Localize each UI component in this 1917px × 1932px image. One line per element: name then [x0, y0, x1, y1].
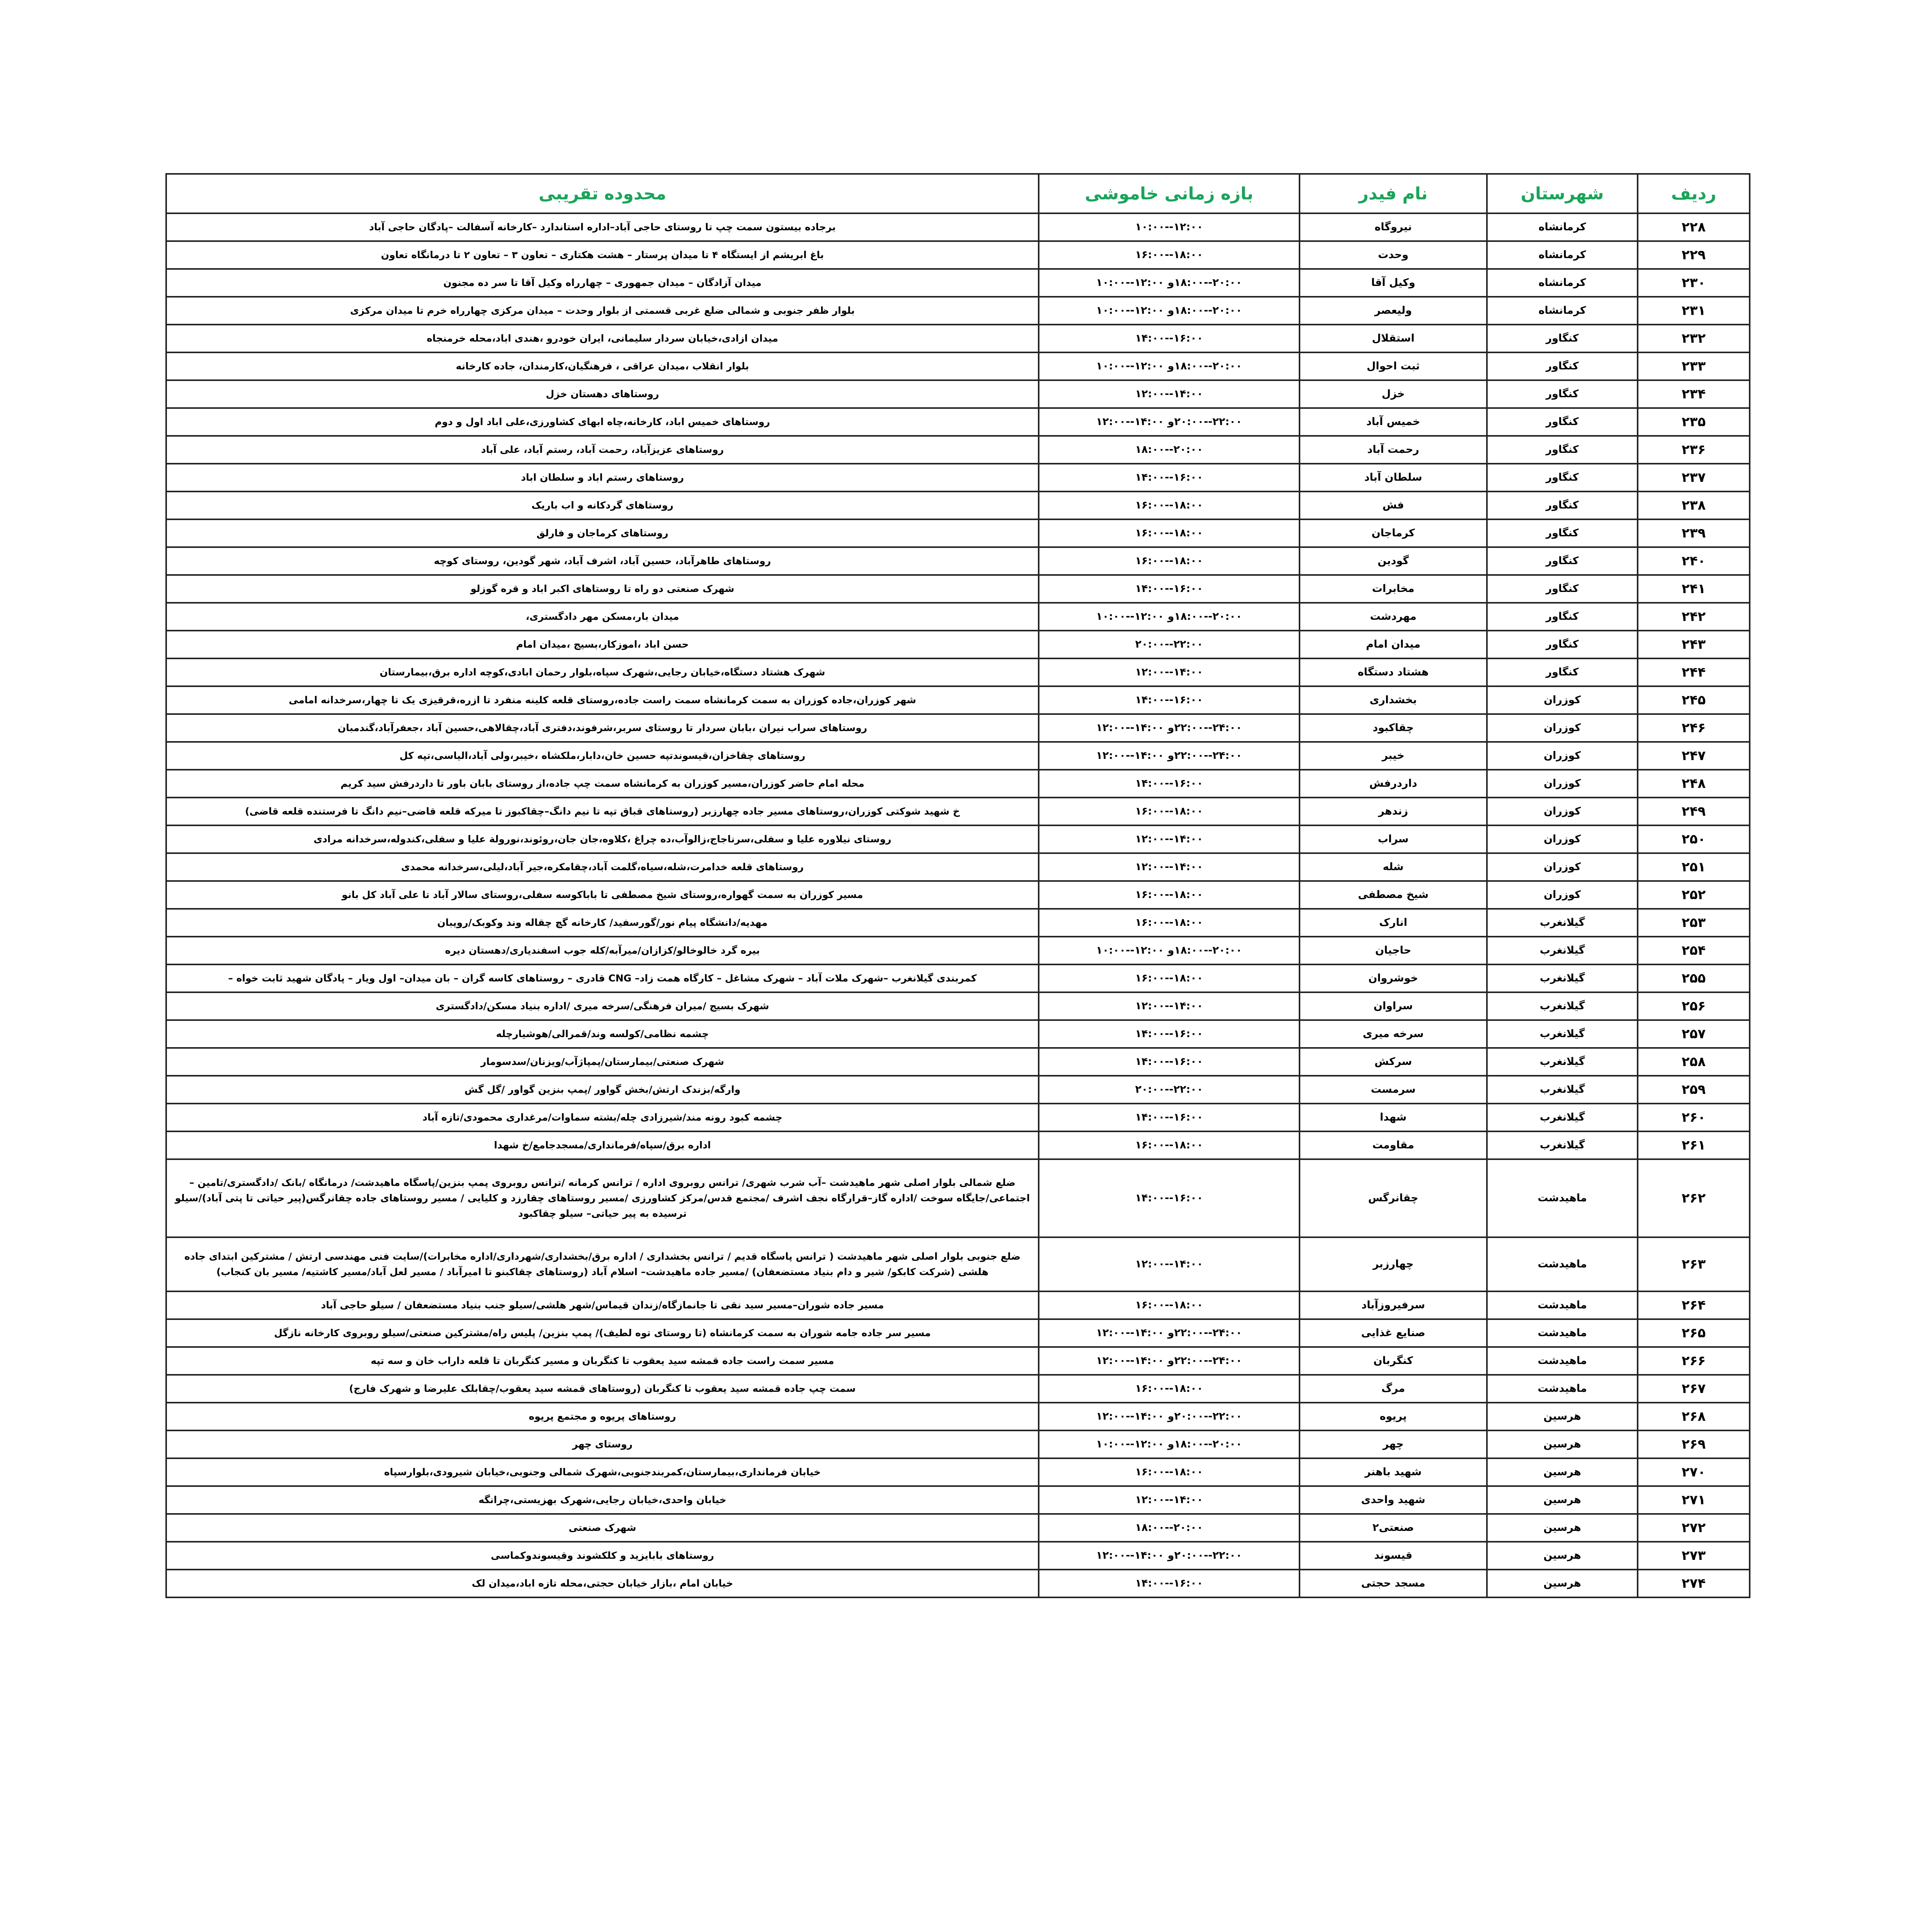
row-number-cell: ۲۴۲ — [1638, 603, 1750, 631]
row-number-cell: ۲۶۸ — [1638, 1403, 1750, 1430]
area-cell: روستای نیلاوره علیا و سفلی،سرناجاج،زالوآب،ده چراغ ،کلاوه،جان جان،روئوند،نورولة علیا و سفلی،کندوله،سرخدانه مرادی — [166, 825, 1039, 853]
feeder-cell: شهید باهنر — [1300, 1458, 1487, 1486]
area-cell: شهرک هشتاد دستگاه،خیابان رجایی،شهرک سپاه،بلوار رحمان ابادی،کوچه اداره برق،بیمارستان — [166, 658, 1039, 686]
row-number-cell: ۲۴۱ — [1638, 575, 1750, 603]
area-cell: شهرک صنعتی — [166, 1514, 1039, 1542]
area-cell: بلوار انقلاب ،میدان عراقی ، فرهنگیان،کارمندان، جاده کارخانه — [166, 352, 1039, 380]
outage-table — [165, 173, 1750, 1598]
feeder-cell: مقاومت — [1300, 1131, 1487, 1159]
county-cell: کوزران — [1487, 798, 1638, 825]
county-cell: گیلانغرب — [1487, 992, 1638, 1020]
row-number-cell: ۲۶۹ — [1638, 1430, 1750, 1458]
row-number-cell: ۲۵۳ — [1638, 909, 1750, 937]
county-cell: هرسین — [1487, 1570, 1638, 1597]
county-cell: ماهیدشت — [1487, 1291, 1638, 1319]
header-feeder: نام فیدر — [1300, 174, 1487, 213]
feeder-cell: نیروگاه — [1300, 213, 1487, 241]
row-number-cell: ۲۳۶ — [1638, 436, 1750, 464]
row-number-cell: ۲۴۷ — [1638, 742, 1750, 770]
area-cell: چشمه نظامی/کولسه وند/قمرالی/هوشیارچله — [166, 1020, 1039, 1048]
county-cell: کرمانشاه — [1487, 297, 1638, 325]
county-cell: کوزران — [1487, 714, 1638, 742]
county-cell: کنگاور — [1487, 352, 1638, 380]
time-cell: ۱۸:۰۰--۱۶:۰۰ — [1039, 909, 1300, 937]
table-row — [166, 1430, 1750, 1458]
table-row — [166, 1542, 1750, 1570]
area-cell: بلوار ظفر جنوبی و شمالی ضلع غربی قسمتی از بلوار وحدت – میدان مرکزی چهارراه خرم تا میدان مرکزی — [166, 297, 1039, 325]
area-cell: محله امام حاضر کوزران،مسیر کوزران به کرمانشاه سمت چپ جاده،از روستای بابان باور تا داردرفش سید کریم — [166, 770, 1039, 798]
area-cell: شهرک صنعتی دو راه تا روستاهای اکبر اباد و قره گوزلو — [166, 575, 1039, 603]
time-cell: ۱۶:۰۰--۱۴:۰۰ — [1039, 575, 1300, 603]
area-cell: خیابان واحدی،خیابان رجایی،شهرک بهزیستی،چرانگه — [166, 1486, 1039, 1514]
table-row — [166, 1514, 1750, 1542]
county-cell: هرسین — [1487, 1403, 1638, 1430]
time-cell: ۱۸:۰۰--۱۶:۰۰ — [1039, 547, 1300, 575]
table-row — [166, 714, 1750, 742]
table-row — [166, 1131, 1750, 1159]
county-cell: کرمانشاه — [1487, 269, 1638, 297]
feeder-cell: سرفیروزآباد — [1300, 1291, 1487, 1319]
feeder-cell: پریوه — [1300, 1403, 1487, 1430]
area-cell: روستاهای طاهرآباد، حسین آباد، اشرف آباد، شهر گودین، روستای کوچه — [166, 547, 1039, 575]
row-number-cell: ۲۳۰ — [1638, 269, 1750, 297]
time-cell: ۲۲:۰۰--۲۰:۰۰و ۱۴:۰۰--۱۲:۰۰ — [1039, 1403, 1300, 1430]
time-cell: ۲۲:۰۰--۲۰:۰۰و ۱۴:۰۰--۱۲:۰۰ — [1039, 408, 1300, 436]
area-cell: مسیر جاده شوران–مسیر سید نقی تا جانمازگاه/زندان قیماس/شهر هلشی/سیلو جنب بنیاد مستضعفان / سیلو حاجی آباد — [166, 1291, 1039, 1319]
row-number-cell: ۲۳۸ — [1638, 492, 1750, 519]
row-number-cell: ۲۴۳ — [1638, 631, 1750, 658]
table-row — [166, 603, 1750, 631]
table-row — [166, 297, 1750, 325]
county-cell: کوزران — [1487, 881, 1638, 909]
table-row — [166, 380, 1750, 408]
table-row — [166, 1319, 1750, 1347]
area-cell: روستاهای دهستان خزل — [166, 380, 1039, 408]
table-row — [166, 1486, 1750, 1514]
county-cell: کنگاور — [1487, 658, 1638, 686]
time-cell: ۲۰:۰۰--۱۸:۰۰ — [1039, 1514, 1300, 1542]
county-cell: کوزران — [1487, 770, 1638, 798]
feeder-cell: چهر — [1300, 1430, 1487, 1458]
row-number-cell: ۲۴۹ — [1638, 798, 1750, 825]
table-row — [166, 798, 1750, 825]
time-cell: ۱۸:۰۰--۱۶:۰۰ — [1039, 1375, 1300, 1403]
feeder-cell: انارک — [1300, 909, 1487, 937]
feeder-cell: حاجیان — [1300, 937, 1487, 964]
area-cell: باغ ابریشم از ایستگاه ۴ تا میدان پرستار – هشت هکتاری – تعاون ۳ – تعاون ۲ تا درمانگاه تعاون — [166, 241, 1039, 269]
time-cell: ۱۸:۰۰--۱۶:۰۰ — [1039, 519, 1300, 547]
area-cell: روستاهای سراب نیران ،بابان سردار تا روستای سربر،شرفوند،دفتری آباد،چقالاهی،حسین آباد ،جعفرآباد،گندمبان — [166, 714, 1039, 742]
county-cell: کوزران — [1487, 742, 1638, 770]
time-cell: ۲۰:۰۰--۱۸:۰۰و ۱۲:۰۰--۱۰:۰۰ — [1039, 937, 1300, 964]
time-cell: ۱۴:۰۰--۱۲:۰۰ — [1039, 992, 1300, 1020]
time-cell: ۱۸:۰۰--۱۶:۰۰ — [1039, 798, 1300, 825]
feeder-cell: سراوان — [1300, 992, 1487, 1020]
row-number-cell: ۲۵۲ — [1638, 881, 1750, 909]
county-cell: هرسین — [1487, 1458, 1638, 1486]
feeder-cell: مرگ — [1300, 1375, 1487, 1403]
county-cell: کرمانشاه — [1487, 213, 1638, 241]
time-cell: ۲۰:۰۰--۱۸:۰۰و ۱۲:۰۰--۱۰:۰۰ — [1039, 297, 1300, 325]
table-row — [166, 1048, 1750, 1076]
area-cell: روستاهای عزیزآباد، رحمت آباد، رستم آباد، علی آباد — [166, 436, 1039, 464]
area-cell: روستای چهر — [166, 1430, 1039, 1458]
county-cell: کوزران — [1487, 825, 1638, 853]
row-number-cell: ۲۷۲ — [1638, 1514, 1750, 1542]
area-cell: مسیر سر جاده جامه شوران به سمت کرمانشاه (تا روستای توه لطیف)/ پمپ بنزین/ پلیس راه/مشترکین صنعتی/سیلو روبروی کارخانه نازگل — [166, 1319, 1039, 1347]
table-row — [166, 770, 1750, 798]
row-number-cell: ۲۴۸ — [1638, 770, 1750, 798]
table-row — [166, 992, 1750, 1020]
table-row — [166, 964, 1750, 992]
row-number-cell: ۲۵۵ — [1638, 964, 1750, 992]
row-number-cell: ۲۳۴ — [1638, 380, 1750, 408]
table-row — [166, 519, 1750, 547]
feeder-cell: شهدا — [1300, 1104, 1487, 1131]
county-cell: کنگاور — [1487, 519, 1638, 547]
row-number-cell: ۲۴۰ — [1638, 547, 1750, 575]
county-cell: کرمانشاه — [1487, 241, 1638, 269]
row-number-cell: ۲۶۳ — [1638, 1237, 1750, 1291]
area-cell: روستاهای رستم اباد و سلطان اباد — [166, 464, 1039, 492]
feeder-cell: بخشداری — [1300, 686, 1487, 714]
table-row — [166, 1347, 1750, 1375]
time-cell: ۱۶:۰۰--۱۴:۰۰ — [1039, 770, 1300, 798]
row-number-cell: ۲۴۶ — [1638, 714, 1750, 742]
county-cell: ماهیدشت — [1487, 1375, 1638, 1403]
feeder-cell: صنایع غذایی — [1300, 1319, 1487, 1347]
time-cell: ۲۴:۰۰--۲۲:۰۰و ۱۴:۰۰--۱۲:۰۰ — [1039, 1347, 1300, 1375]
table-row — [166, 1237, 1750, 1291]
row-number-cell: ۲۶۵ — [1638, 1319, 1750, 1347]
time-cell: ۱۶:۰۰--۱۴:۰۰ — [1039, 1159, 1300, 1237]
time-cell: ۲۰:۰۰--۱۸:۰۰و ۱۲:۰۰--۱۰:۰۰ — [1039, 1430, 1300, 1458]
table-row — [166, 1159, 1750, 1237]
header-row-number: ردیف — [1638, 174, 1750, 213]
county-cell: گیلانغرب — [1487, 1048, 1638, 1076]
feeder-cell: شهید واحدی — [1300, 1486, 1487, 1514]
area-cell: روستاهای قلعه خدامرت،شله،سیاه،گلمت آباد،چقامکره،جیر آباد،لیلی،سرخدانه محمدی — [166, 853, 1039, 881]
county-cell: ماهیدشت — [1487, 1237, 1638, 1291]
feeder-cell: شیخ مصطفی — [1300, 881, 1487, 909]
county-cell: گیلانغرب — [1487, 964, 1638, 992]
feeder-cell: هشتاد دستگاه — [1300, 658, 1487, 686]
county-cell: کنگاور — [1487, 603, 1638, 631]
row-number-cell: ۲۴۴ — [1638, 658, 1750, 686]
row-number-cell: ۲۵۷ — [1638, 1020, 1750, 1048]
row-number-cell: ۲۳۱ — [1638, 297, 1750, 325]
feeder-cell: کنگربان — [1300, 1347, 1487, 1375]
feeder-cell: وحدت — [1300, 241, 1487, 269]
feeder-cell: سلطان آباد — [1300, 464, 1487, 492]
table-row — [166, 631, 1750, 658]
table-row — [166, 547, 1750, 575]
county-cell: هرسین — [1487, 1486, 1638, 1514]
feeder-cell: خمیس آباد — [1300, 408, 1487, 436]
table-row — [166, 853, 1750, 881]
time-cell: ۱۸:۰۰--۱۶:۰۰ — [1039, 881, 1300, 909]
time-cell: ۲۰:۰۰--۱۸:۰۰و ۱۲:۰۰--۱۰:۰۰ — [1039, 603, 1300, 631]
feeder-cell: چقانرگس — [1300, 1159, 1487, 1237]
county-cell: ماهیدشت — [1487, 1319, 1638, 1347]
feeder-cell: خزل — [1300, 380, 1487, 408]
area-cell: کمربندی گیلانغرب –شهرک ملات آباد – شهرک مشاغل – کارگاه همت زاد– CNG قادری – روستاهای کاسه گران – بان میدان– اول ویار – پادگان شهید ثابت خواه – — [166, 964, 1039, 992]
time-cell: ۱۴:۰۰--۱۲:۰۰ — [1039, 658, 1300, 686]
time-cell: ۱۴:۰۰--۱۲:۰۰ — [1039, 1486, 1300, 1514]
row-number-cell: ۲۶۷ — [1638, 1375, 1750, 1403]
row-number-cell: ۲۷۰ — [1638, 1458, 1750, 1486]
table-row — [166, 1291, 1750, 1319]
time-cell: ۱۶:۰۰--۱۴:۰۰ — [1039, 1048, 1300, 1076]
table-row — [166, 1104, 1750, 1131]
area-cell: روستاهای گردکانه و اب باریک — [166, 492, 1039, 519]
table-row — [166, 1403, 1750, 1430]
county-cell: کوزران — [1487, 853, 1638, 881]
feeder-cell: وکیل آقا — [1300, 269, 1487, 297]
table-row — [166, 408, 1750, 436]
area-cell: مسیر کوزران به سمت گهواره،روستای شیخ مصطفی تا باباکوسه سفلی،روستای سالار آباد تا علی آباد کل بانو — [166, 881, 1039, 909]
feeder-cell: چقاکبود — [1300, 714, 1487, 742]
feeder-cell: کرماجان — [1300, 519, 1487, 547]
county-cell: هرسین — [1487, 1542, 1638, 1570]
county-cell: کنگاور — [1487, 492, 1638, 519]
time-cell: ۱۴:۰۰--۱۲:۰۰ — [1039, 380, 1300, 408]
county-cell: کوزران — [1487, 686, 1638, 714]
county-cell: هرسین — [1487, 1514, 1638, 1542]
area-cell: خیابان امام ،بازار خیابان حجتی،محله تازه اباد،میدان لک — [166, 1570, 1039, 1597]
table-row — [166, 881, 1750, 909]
row-number-cell: ۲۲۹ — [1638, 241, 1750, 269]
table-row — [166, 575, 1750, 603]
row-number-cell: ۲۲۸ — [1638, 213, 1750, 241]
county-cell: ماهیدشت — [1487, 1159, 1638, 1237]
time-cell: ۲۰:۰۰--۱۸:۰۰و ۱۲:۰۰--۱۰:۰۰ — [1039, 352, 1300, 380]
row-number-cell: ۲۶۴ — [1638, 1291, 1750, 1319]
county-cell: کنگاور — [1487, 464, 1638, 492]
row-number-cell: ۲۵۶ — [1638, 992, 1750, 1020]
feeder-cell: میدان امام — [1300, 631, 1487, 658]
header-row — [166, 174, 1750, 213]
feeder-cell: گودین — [1300, 547, 1487, 575]
feeder-cell: ولیعصر — [1300, 297, 1487, 325]
area-cell: برجاده بیستون سمت چپ تا روستای حاجی آباد–اداره استاندارد –کارخانه آسفالت –پادگان حاجی آباد — [166, 213, 1039, 241]
table-row — [166, 352, 1750, 380]
time-cell: ۱۲:۰۰--۱۰:۰۰ — [1039, 213, 1300, 241]
table-row — [166, 1020, 1750, 1048]
table-row — [166, 325, 1750, 352]
row-number-cell: ۲۳۲ — [1638, 325, 1750, 352]
time-cell: ۱۴:۰۰--۱۲:۰۰ — [1039, 1237, 1300, 1291]
area-cell: مهدیه/دانشگاه پیام نور/گورسفید/ کارخانه گچ چقاله وند وکوبک/رویبان — [166, 909, 1039, 937]
feeder-cell: مسجد حجتی — [1300, 1570, 1487, 1597]
row-number-cell: ۲۶۰ — [1638, 1104, 1750, 1131]
table-row — [166, 909, 1750, 937]
feeder-cell: رحمت آباد — [1300, 436, 1487, 464]
area-cell: میدان آزادگان – میدان جمهوری – چهارراه وکیل آقا تا سر ده مجنون — [166, 269, 1039, 297]
county-cell: گیلانغرب — [1487, 909, 1638, 937]
time-cell: ۲۲:۰۰--۲۰:۰۰ — [1039, 1076, 1300, 1104]
time-cell: ۱۴:۰۰--۱۲:۰۰ — [1039, 825, 1300, 853]
feeder-cell: مهردشت — [1300, 603, 1487, 631]
area-cell: ضلع جنوبی بلوار اصلی شهر ماهیدشت ( ترانس پاسگاه قدیم / ترانس بخشداری / اداره برق/بخشداری/شهرداری/اداره مخابرات)/سایت فنی مهندسی ارتش / مشترکین ابتدای جاده هلشی (شرکت کابکو/ شیر و دام بنیاد مستضعفان) /مسیر جاده ماهیدشت– اسلام آباد (روستاهای چقاکبنو تا امیرآباد / مسیر لعل آباد/مسیر کاشتیه/ مسیر بان کنجاب) — [166, 1237, 1039, 1291]
feeder-cell: خیبر — [1300, 742, 1487, 770]
feeder-cell: ثبت احوال — [1300, 352, 1487, 380]
area-cell: روستاهای کرماجان و فارلق — [166, 519, 1039, 547]
time-cell: ۱۶:۰۰--۱۴:۰۰ — [1039, 1020, 1300, 1048]
area-cell: روستاهای بابایزید و کلکشوند وقیسوندوکماسی — [166, 1542, 1039, 1570]
time-cell: ۲۲:۰۰--۲۰:۰۰ — [1039, 631, 1300, 658]
table-row — [166, 241, 1750, 269]
area-cell: اداره برق/سپاه/فرمانداری/مسجدجامع/خ شهدا — [166, 1131, 1039, 1159]
row-number-cell: ۲۷۳ — [1638, 1542, 1750, 1570]
time-cell: ۲۲:۰۰--۲۰:۰۰و ۱۴:۰۰--۱۲:۰۰ — [1039, 1542, 1300, 1570]
table-row — [166, 1570, 1750, 1597]
area-cell: شهر کوزران،جاده کوزران به سمت کرمانشاه سمت راست جاده،روستای قلعه کلینه منفرد تا ازره،قرقیزی یک تا چهار،سرخدانه امامی — [166, 686, 1039, 714]
table-row — [166, 269, 1750, 297]
time-cell: ۱۶:۰۰--۱۴:۰۰ — [1039, 325, 1300, 352]
time-cell: ۱۸:۰۰--۱۶:۰۰ — [1039, 1458, 1300, 1486]
county-cell: کنگاور — [1487, 436, 1638, 464]
row-number-cell: ۲۳۷ — [1638, 464, 1750, 492]
area-cell: بیره گرد خالوخالو/کزازان/میرآبه/کله جوب اسفندیاری/دهستان دیره — [166, 937, 1039, 964]
county-cell: هرسین — [1487, 1430, 1638, 1458]
time-cell: ۱۸:۰۰--۱۶:۰۰ — [1039, 241, 1300, 269]
feeder-cell: سرخه میری — [1300, 1020, 1487, 1048]
feeder-cell: سرمست — [1300, 1076, 1487, 1104]
county-cell: کنگاور — [1487, 408, 1638, 436]
time-cell: ۱۸:۰۰--۱۶:۰۰ — [1039, 1291, 1300, 1319]
row-number-cell: ۲۴۵ — [1638, 686, 1750, 714]
time-cell: ۱۶:۰۰--۱۴:۰۰ — [1039, 686, 1300, 714]
table-row — [166, 1458, 1750, 1486]
feeder-cell: داردرفش — [1300, 770, 1487, 798]
county-cell: کنگاور — [1487, 575, 1638, 603]
table-row — [166, 492, 1750, 519]
row-number-cell: ۲۵۸ — [1638, 1048, 1750, 1076]
table-row — [166, 937, 1750, 964]
feeder-cell: خوشروان — [1300, 964, 1487, 992]
area-cell: مسیر سمت راست جاده قمشه سید یعقوب تا کنگربان و مسیر کنگربان تا قلعه داراب خان و سه تپه — [166, 1347, 1039, 1375]
feeder-cell: مخابرات — [1300, 575, 1487, 603]
county-cell: ماهیدشت — [1487, 1347, 1638, 1375]
table-row — [166, 658, 1750, 686]
time-cell: ۲۰:۰۰--۱۸:۰۰و ۱۲:۰۰--۱۰:۰۰ — [1039, 269, 1300, 297]
area-cell: میدان ازادی،خیابان سردار سلیمانی، ایران خودرو ،هندی اباد،محله خرمنجاه — [166, 325, 1039, 352]
county-cell: گیلانغرب — [1487, 1076, 1638, 1104]
area-cell: حسن اباد ،اموزکار،بسیج ،میدان امام — [166, 631, 1039, 658]
table-row — [166, 213, 1750, 241]
table-row — [166, 436, 1750, 464]
time-cell: ۲۴:۰۰--۲۲:۰۰و ۱۴:۰۰--۱۲:۰۰ — [1039, 714, 1300, 742]
area-cell: شهرک بسیج /میران فرهنگی/سرخه میری /اداره بنیاد مسکن/دادگستری — [166, 992, 1039, 1020]
area-cell: روستاهای پریوه و مجتمع پریوه — [166, 1403, 1039, 1430]
county-cell: کنگاور — [1487, 380, 1638, 408]
table-row — [166, 825, 1750, 853]
feeder-cell: استقلال — [1300, 325, 1487, 352]
county-cell: کنگاور — [1487, 547, 1638, 575]
row-number-cell: ۲۶۶ — [1638, 1347, 1750, 1375]
time-cell: ۲۰:۰۰--۱۸:۰۰ — [1039, 436, 1300, 464]
time-cell: ۲۴:۰۰--۲۲:۰۰و ۱۴:۰۰--۱۲:۰۰ — [1039, 742, 1300, 770]
county-cell: گیلانغرب — [1487, 1131, 1638, 1159]
feeder-cell: سراب — [1300, 825, 1487, 853]
area-cell: روستاهای چقاخزان،قیسوندتپه حسین خان،دابار،ملکشاه ،خیبر،ولی آباد،الیاسی،تپه کل — [166, 742, 1039, 770]
header-county: شهرستان — [1487, 174, 1638, 213]
row-number-cell: ۲۵۴ — [1638, 937, 1750, 964]
feeder-cell: سرکش — [1300, 1048, 1487, 1076]
document — [167, 173, 1750, 1598]
time-cell: ۱۸:۰۰--۱۶:۰۰ — [1039, 964, 1300, 992]
header-time: بازه زمانی خاموشی — [1039, 174, 1300, 213]
area-cell: وارگه/بزندک ارتش/بخش گواور /پمپ بنزین گواور /گل گش — [166, 1076, 1039, 1104]
feeder-cell: چهارزبر — [1300, 1237, 1487, 1291]
area-cell: ضلع شمالی بلوار اصلی شهر ماهیدشت –آب شرب شهری/ ترانس روبروی اداره / ترانس کرمانه /ترانس روبروی پمپ بنزین/پاسگاه ماهیدشت/ درمانگاه /بانک /دادگستری/تامین – اجتماعی/جایگاه سوخت /اداره گاز–قرارگاه نجف اشرف /مجتمع قدس/مرکز کشاورزی /مسیر روستاهای چقارزد و کلیایی / مسیر روستاهای جاده چقانرگس(پیر حیاتی تا پتی آباد)/سیلو ترسیده به پیر حیاتی– سیلو چقاکبود — [166, 1159, 1039, 1237]
area-cell: خ شهید شوکتی کوزران،روستاهای مسیر جاده چهارزبر (روستاهای قباق تپه تا نیم دانگ–چقاکبوز تا میرکه قلعه قاضی–نیم دانگ تا فرستنده قلعه قاضی) — [166, 798, 1039, 825]
feeder-cell: فش — [1300, 492, 1487, 519]
area-cell: شهرک صنعتی/بیمارستان/پمپاژآب/ویزنان/سدسومار — [166, 1048, 1039, 1076]
row-number-cell: ۲۳۵ — [1638, 408, 1750, 436]
county-cell: کنگاور — [1487, 631, 1638, 658]
table-row — [166, 686, 1750, 714]
time-cell: ۱۶:۰۰--۱۴:۰۰ — [1039, 1104, 1300, 1131]
area-cell: میدان بار،مسکن مهر دادگستری، — [166, 603, 1039, 631]
area-cell: سمت چپ جاده قمشه سید یعقوب تا کنگربان (روستاهای قمشه سید یعقوب/چقابلک علیرضا و شهرک فارج) — [166, 1375, 1039, 1403]
area-cell: خیابان فرمانداری،بیمارستان،کمربندجنوبی،شهرک شمالی وجنوبی،خیابان شیرودی،بلوارسپاه — [166, 1458, 1039, 1486]
county-cell: کنگاور — [1487, 325, 1638, 352]
feeder-cell: شله — [1300, 853, 1487, 881]
row-number-cell: ۲۶۲ — [1638, 1159, 1750, 1237]
row-number-cell: ۲۵۰ — [1638, 825, 1750, 853]
table-body — [166, 213, 1750, 1597]
table-row — [166, 1375, 1750, 1403]
county-cell: گیلانغرب — [1487, 1020, 1638, 1048]
row-number-cell: ۲۷۴ — [1638, 1570, 1750, 1597]
feeder-cell: زندهر — [1300, 798, 1487, 825]
row-number-cell: ۲۶۱ — [1638, 1131, 1750, 1159]
time-cell: ۲۴:۰۰--۲۲:۰۰و ۱۴:۰۰--۱۲:۰۰ — [1039, 1319, 1300, 1347]
county-cell: گیلانغرب — [1487, 937, 1638, 964]
feeder-cell: قیسوند — [1300, 1542, 1487, 1570]
header-area: محدوده تقریبی — [166, 174, 1039, 213]
time-cell: ۱۶:۰۰--۱۴:۰۰ — [1039, 1570, 1300, 1597]
feeder-cell: صنعتی۲ — [1300, 1514, 1487, 1542]
time-cell: ۱۶:۰۰--۱۴:۰۰ — [1039, 464, 1300, 492]
row-number-cell: ۲۳۳ — [1638, 352, 1750, 380]
county-cell: گیلانغرب — [1487, 1104, 1638, 1131]
table-row — [166, 464, 1750, 492]
table-row — [166, 742, 1750, 770]
area-cell: روستاهای خمیس اباد، کارخانه،چاه ابهای کشاورزی،علی اباد اول و دوم — [166, 408, 1039, 436]
table-row — [166, 1076, 1750, 1104]
row-number-cell: ۲۵۹ — [1638, 1076, 1750, 1104]
time-cell: ۱۴:۰۰--۱۲:۰۰ — [1039, 853, 1300, 881]
time-cell: ۱۸:۰۰--۱۶:۰۰ — [1039, 1131, 1300, 1159]
row-number-cell: ۲۵۱ — [1638, 853, 1750, 881]
row-number-cell: ۲۷۱ — [1638, 1486, 1750, 1514]
row-number-cell: ۲۳۹ — [1638, 519, 1750, 547]
time-cell: ۱۸:۰۰--۱۶:۰۰ — [1039, 492, 1300, 519]
area-cell: چشمه کبود رونه مند/شیرزادی چله/بشته سماوات/مرغداری محمودی/تازه آباد — [166, 1104, 1039, 1131]
